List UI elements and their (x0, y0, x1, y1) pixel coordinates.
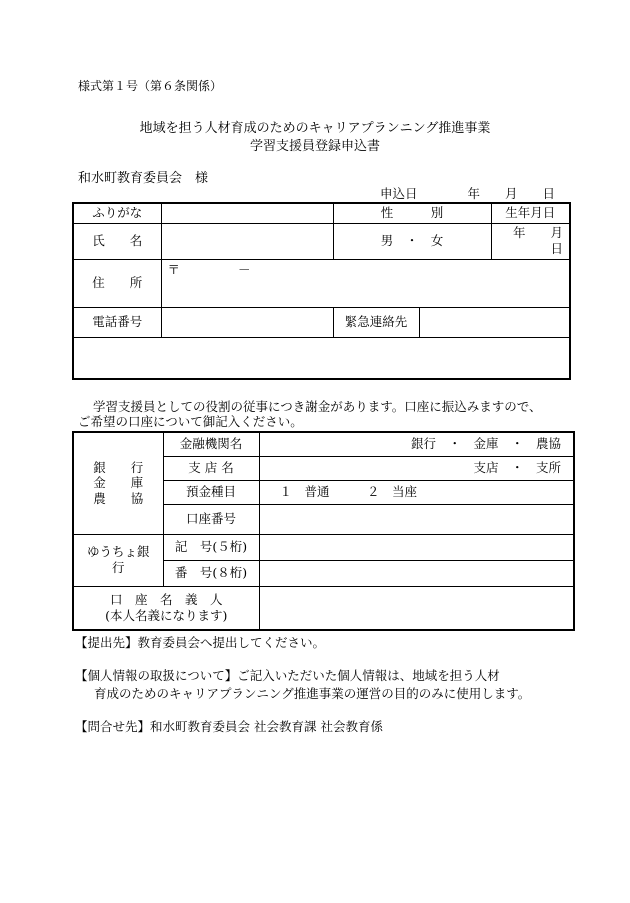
deposit-type-label: 預金種目 (163, 480, 259, 504)
bank-group-line1: 銀 行 (93, 459, 144, 475)
addressee: 和水町教育委員会 様 (78, 171, 209, 186)
privacy-line2: 育成のためのキャリアプランニング推進事業の運営の目的のみに使用します。 (94, 686, 531, 701)
gender-label: 性 別 (333, 203, 491, 223)
number-input[interactable] (259, 560, 574, 586)
phone-input[interactable] (161, 307, 333, 337)
bank-table (72, 431, 575, 631)
institution-input[interactable]: 銀行 ・ 金庫 ・ 農協 (259, 432, 574, 456)
symbol-input[interactable] (259, 534, 574, 560)
address-input[interactable] (161, 259, 570, 307)
bank-group-line2: 金 庫 (93, 475, 144, 491)
payment-note-line2: ご希望の口座について御記入ください。 (78, 414, 303, 429)
furigana-label: ふりがな (73, 203, 161, 223)
apply-date[interactable]: 申込日 年 月 日 (380, 186, 556, 201)
phone-label: 電話番号 (73, 307, 161, 337)
birthdate-input[interactable]: 年 月 日 (491, 223, 570, 259)
address-label: 住 所 (73, 259, 161, 307)
deposit-type-options[interactable]: １ 普通 ２ 当座 (259, 480, 574, 504)
bank-group-line3: 農 協 (93, 491, 144, 507)
holder-label (73, 586, 259, 630)
birthdate-label: 生年月日 (491, 203, 570, 223)
form-number: 様式第１号（第６条関係） (78, 79, 223, 93)
furigana-input[interactable] (161, 203, 333, 223)
emergency-input[interactable] (419, 307, 570, 337)
postal-dash: － (238, 261, 251, 277)
gender-options[interactable]: 男 ・ 女 (333, 223, 491, 259)
form-subtitle: 学習支援員登録申込書 (249, 139, 380, 154)
yucho-label-line1: ゆうちょ銀 (86, 544, 150, 560)
holder-label-text: 口 座 名 義 人 (109, 592, 223, 608)
contact-info: 【問合せ先】和水町教育委員会 社会教育課 社会教育係 (75, 719, 383, 734)
postal-mark: 〒 (167, 261, 181, 277)
branch-label: 支 店 名 (163, 456, 259, 480)
yucho-label (73, 534, 163, 586)
applicant-table (72, 202, 589, 380)
yucho-label-line2: 行 (111, 560, 125, 575)
name-input[interactable] (161, 223, 333, 259)
number-label: 番 号(８桁) (163, 560, 259, 586)
bank-group-label (73, 432, 163, 534)
emergency-label: 緊急連絡先 (333, 307, 419, 337)
name-label: 氏 名 (73, 223, 161, 259)
remarks-area[interactable] (73, 337, 570, 379)
submission-note: 【提出先】教育委員会へ提出してください。 (75, 635, 326, 650)
account-number-input[interactable] (259, 504, 574, 534)
account-number-label: 口座番号 (163, 504, 259, 534)
symbol-label: 記 号(５桁) (163, 534, 259, 560)
payment-note-line1: 学習支援員としての役割の従事につき謝金があります。口座に振込みますので、 (93, 399, 542, 414)
form-title: 地域を担う人材育成のためのキャリアプランニング推進事業 (139, 121, 491, 136)
holder-input[interactable] (259, 586, 574, 630)
institution-label: 金融機関名 (163, 432, 259, 456)
branch-input[interactable]: 支店 ・ 支所 (259, 456, 574, 480)
holder-note: (本人名義になります) (105, 607, 228, 623)
privacy-line1: 【個人情報の取扱について】ご記入いただいた個人情報は、地域を担う人材 (75, 668, 500, 683)
